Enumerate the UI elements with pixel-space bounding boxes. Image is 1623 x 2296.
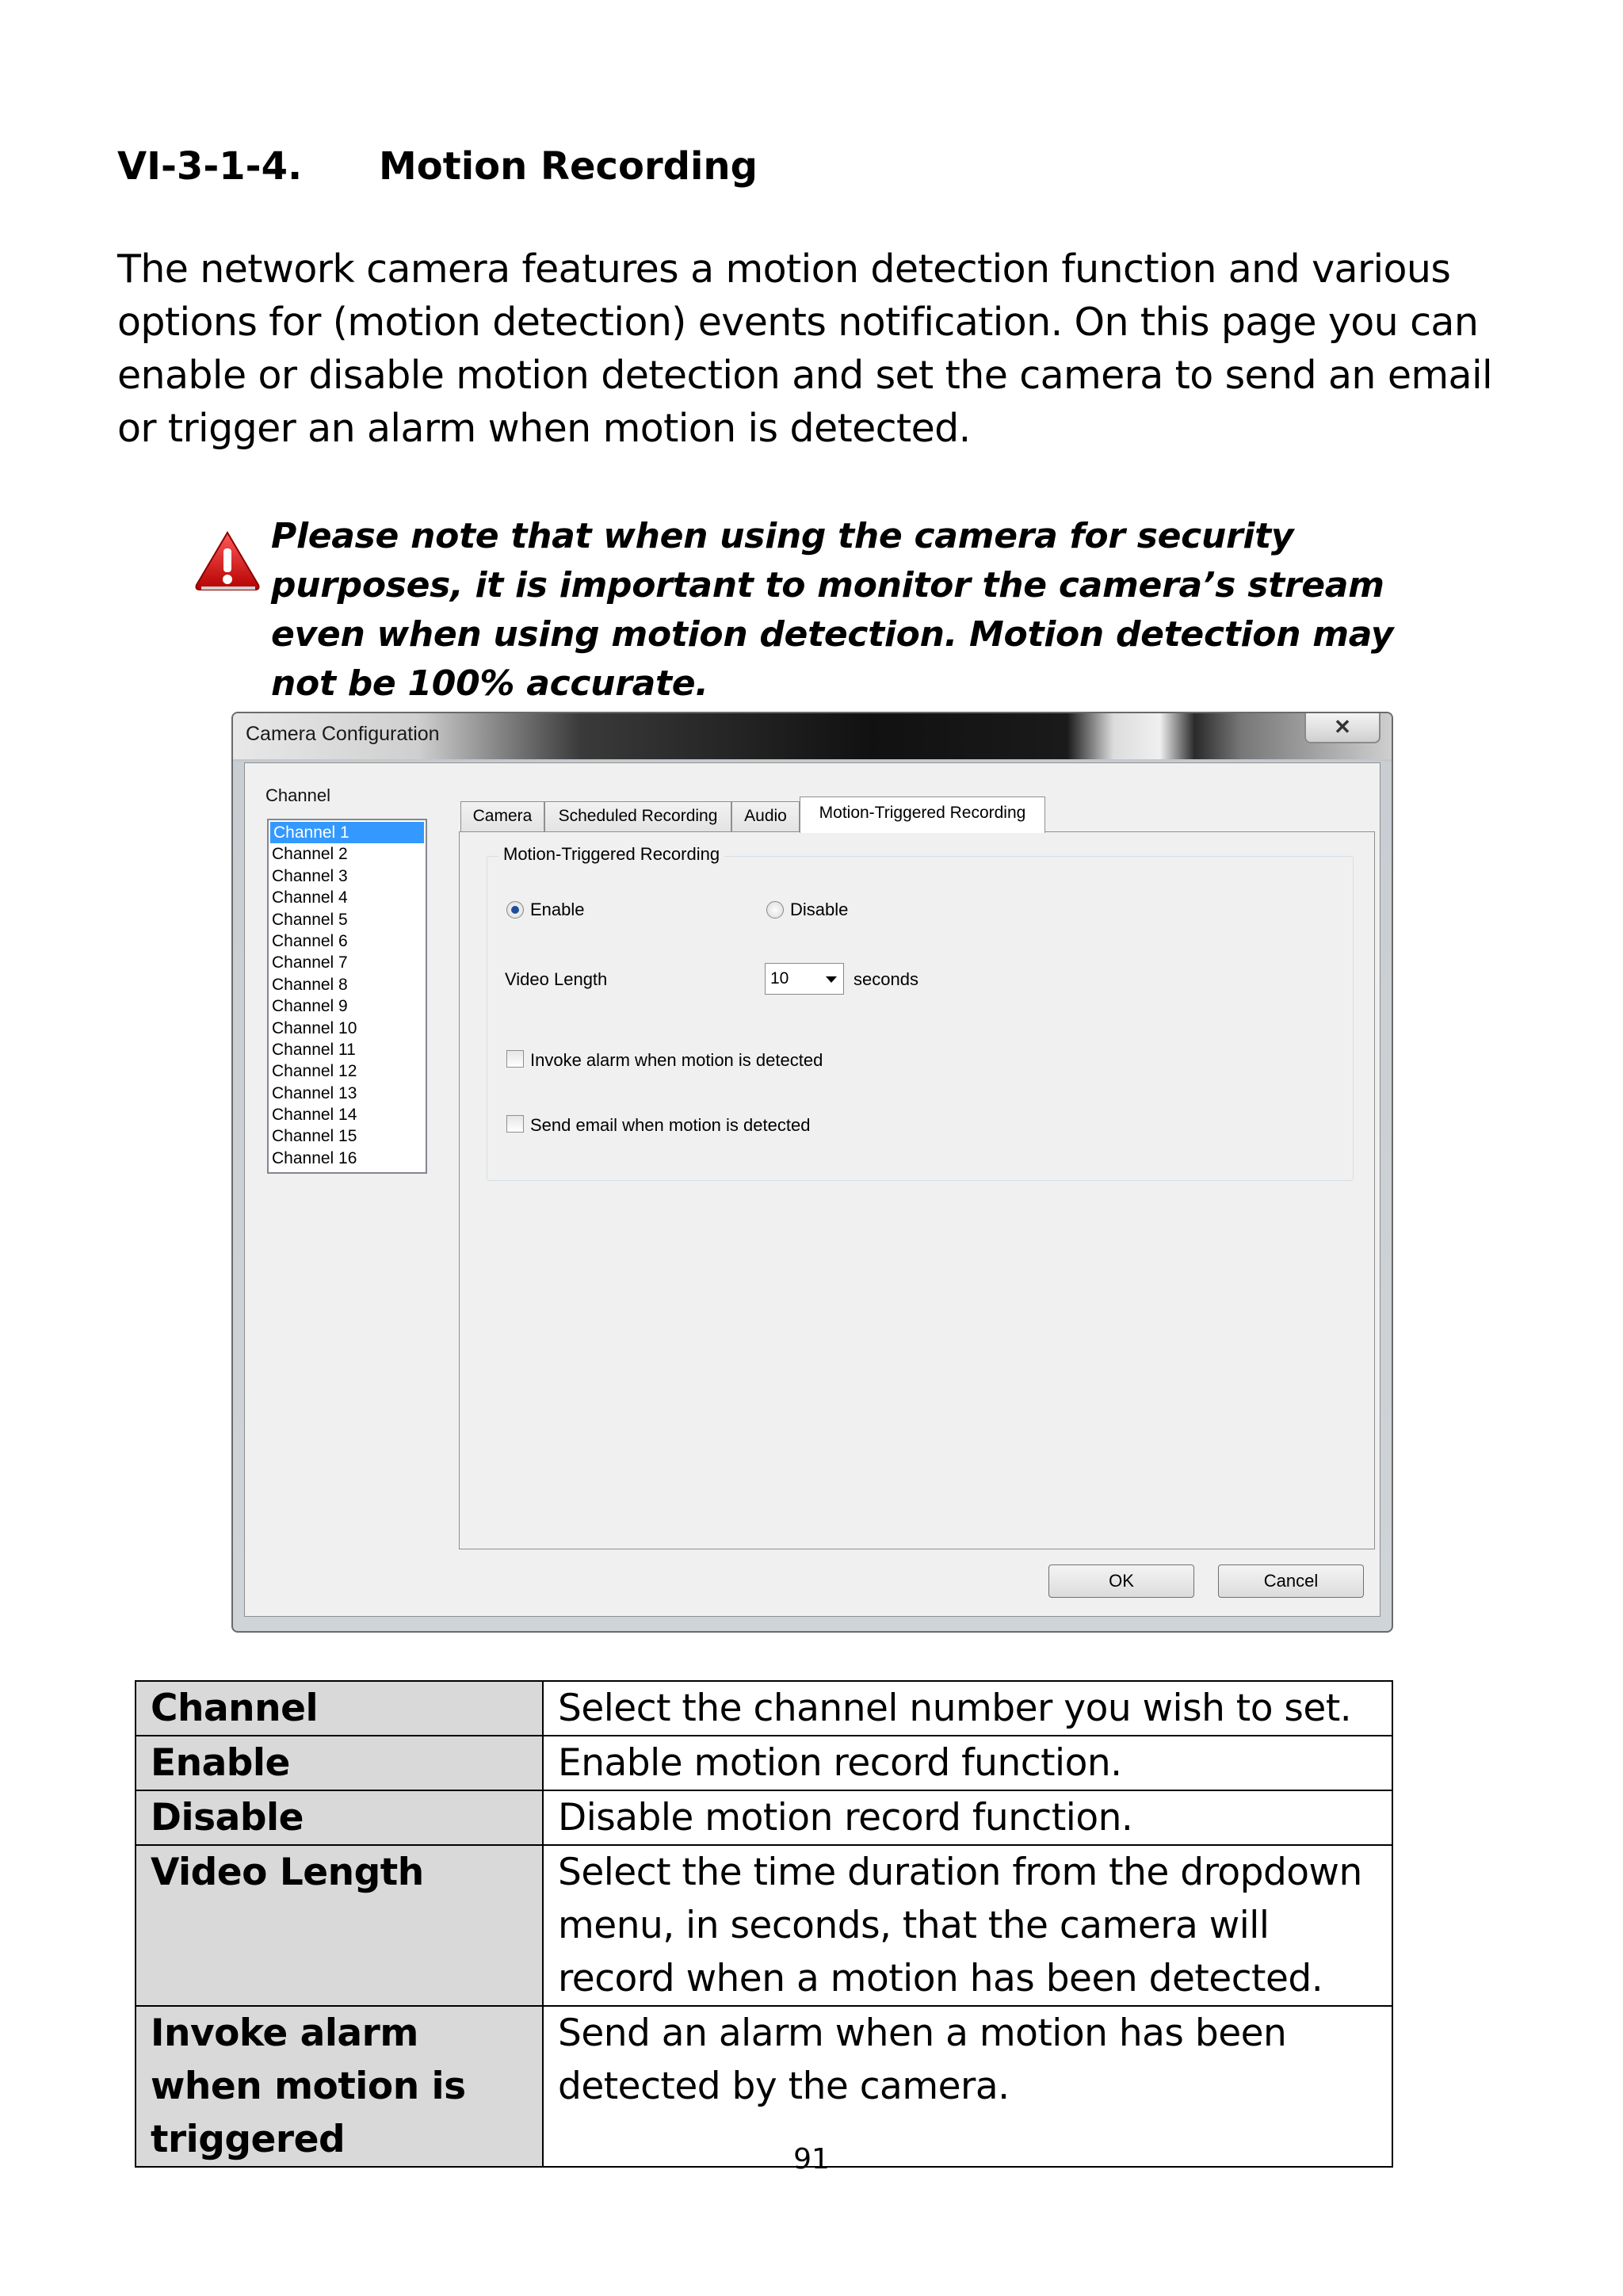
disable-label: Disable xyxy=(790,900,849,919)
channel-list-item[interactable]: Channel 2 xyxy=(272,845,348,864)
group-title: Motion-Triggered Recording xyxy=(498,844,724,865)
alarm-checkbox[interactable] xyxy=(506,1050,524,1068)
email-checkbox[interactable] xyxy=(506,1115,524,1133)
table-key: Invoke alarm when motion is triggered xyxy=(136,2006,543,2167)
email-label: Send email when motion is detected xyxy=(530,1115,811,1135)
table-value: Send an alarm when a motion has been detected by the camera. xyxy=(543,2006,1392,2167)
table-value: Enable motion record function. xyxy=(543,1736,1392,1790)
table-value: Disable motion record function. xyxy=(543,1790,1392,1845)
channel-list-item[interactable]: Channel 10 xyxy=(272,1018,357,1037)
window-titlebar[interactable] xyxy=(233,713,1392,759)
channel-label: Channel xyxy=(265,785,330,805)
section-heading xyxy=(117,144,758,189)
channel-list-item[interactable]: Channel 13 xyxy=(272,1083,357,1102)
disable-radio[interactable] xyxy=(766,901,784,919)
motion-recording-group xyxy=(487,844,1354,1181)
table-key: Disable xyxy=(136,1790,543,1845)
table-key: Channel xyxy=(136,1681,543,1736)
channel-list-item[interactable]: Channel 15 xyxy=(272,1127,357,1146)
window-title: Camera Configuration xyxy=(246,723,440,745)
page-number: 91 xyxy=(793,2143,830,2176)
section-title: Motion Recording xyxy=(379,144,758,189)
close-button[interactable] xyxy=(1304,713,1381,743)
channel-list-item[interactable]: Channel 8 xyxy=(272,975,348,994)
channel-list-item[interactable]: Channel 9 xyxy=(272,997,348,1016)
enable-label: Enable xyxy=(530,900,585,919)
table-row xyxy=(136,1790,1392,1845)
camera-configuration-window xyxy=(231,712,1393,1633)
chevron-down-icon xyxy=(826,976,837,983)
video-length-select[interactable] xyxy=(765,963,844,995)
table-value: Select the time duration from the dropdown menu, in seconds, that the camera will record when a motion has been detected. xyxy=(543,1845,1392,2006)
channel-list-item[interactable]: Channel 4 xyxy=(272,888,348,907)
table-row xyxy=(136,1736,1392,1790)
table-value: Select the channel number you wish to set. xyxy=(543,1681,1392,1736)
video-length-value: 10 xyxy=(770,969,789,988)
motion-recording-panel xyxy=(459,831,1375,1549)
enable-radio[interactable] xyxy=(506,901,524,919)
table-key: Video Length xyxy=(136,1845,543,2006)
channel-list-item[interactable]: Channel 1 xyxy=(270,822,424,843)
close-icon: ✕ xyxy=(1334,715,1351,739)
channel-list-item[interactable]: Channel 7 xyxy=(272,953,348,972)
security-note: Please note that when using the camera for security purposes, it is important to monitor the camera’s stream even when using motion detection. Motion detection may not be 100% accurate. xyxy=(271,516,1394,704)
tab-camera[interactable]: Camera xyxy=(460,801,544,831)
warning-icon xyxy=(193,529,262,593)
channel-list-item[interactable]: Channel 12 xyxy=(272,1062,357,1081)
table-row xyxy=(136,1681,1392,1736)
ok-button[interactable]: OK xyxy=(1048,1564,1194,1598)
tab-scheduled-recording[interactable]: Scheduled Recording xyxy=(544,801,731,831)
channel-list-item[interactable]: Channel 3 xyxy=(272,866,348,885)
video-length-label: Video Length xyxy=(505,969,608,989)
cancel-button[interactable]: Cancel xyxy=(1218,1564,1364,1598)
channel-list-item[interactable]: Channel 5 xyxy=(272,910,348,929)
tab-audio[interactable]: Audio xyxy=(731,801,800,831)
alarm-label: Invoke alarm when motion is detected xyxy=(530,1050,823,1070)
table-row xyxy=(136,1845,1392,2006)
window-client-area xyxy=(244,762,1381,1617)
channel-list[interactable] xyxy=(267,819,427,1174)
table-key: Enable xyxy=(136,1736,543,1790)
tab-motion-triggered-recording[interactable]: Motion-Triggered Recording xyxy=(800,797,1045,833)
channel-list-item[interactable]: Channel 6 xyxy=(272,931,348,950)
intro-paragraph: The network camera features a motion detection function and various options for (motion detection) events notification. On this page you can enable or disable motion detection and set the camera to send an email or trigger an alarm when motion is detected. xyxy=(117,246,1492,451)
section-number: VI-3-1-4. xyxy=(117,144,303,189)
channel-list-item[interactable]: Channel 16 xyxy=(272,1148,357,1167)
description-table xyxy=(135,1680,1393,2168)
seconds-label: seconds xyxy=(854,969,918,989)
channel-list-item[interactable]: Channel 14 xyxy=(272,1106,357,1125)
channel-list-item[interactable]: Channel 11 xyxy=(272,1040,356,1059)
